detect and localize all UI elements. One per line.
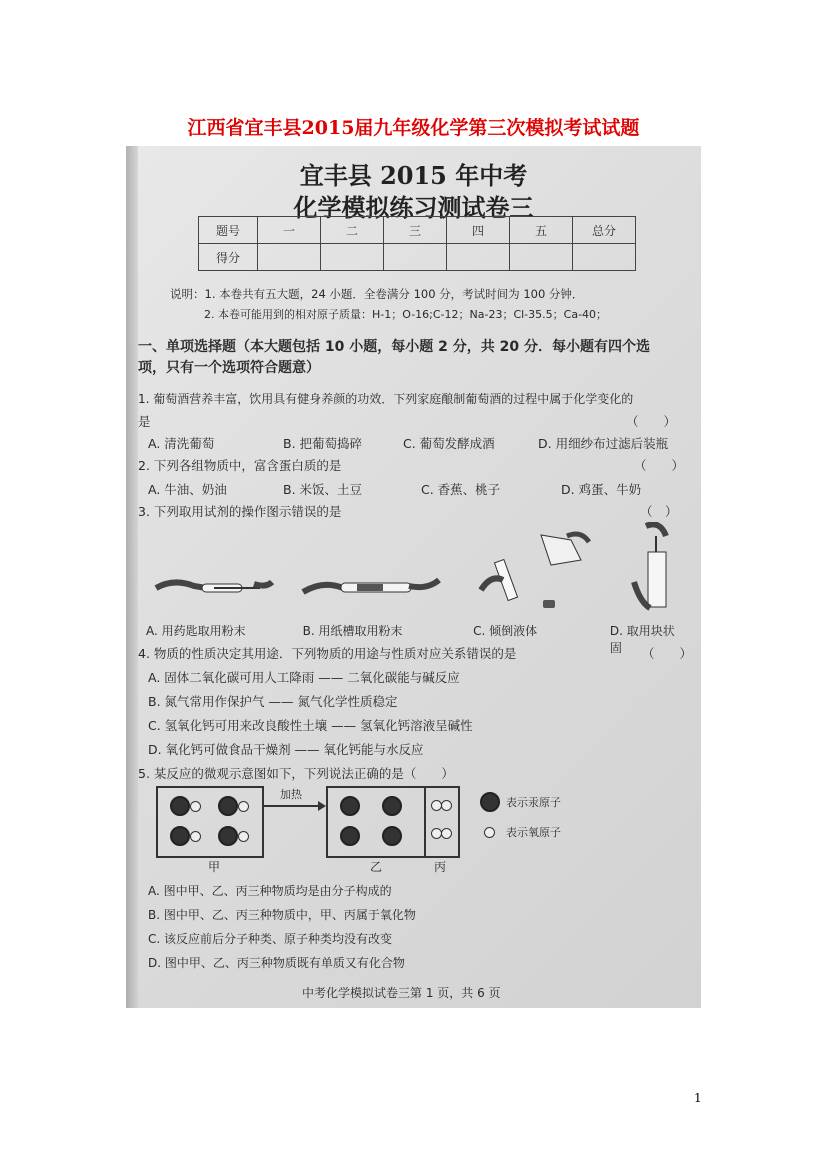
q4-answer-paren: （ ） xyxy=(642,646,693,661)
q1-answer-paren: （ ） xyxy=(626,414,677,429)
mercury-atom xyxy=(170,826,190,846)
q5-option-d: D. 图中甲、乙、丙三种物质既有单质又有化合物 xyxy=(148,956,405,970)
exam-paper-photo xyxy=(126,146,701,1008)
legend-oxygen-atom xyxy=(484,827,495,838)
oxygen-atom xyxy=(190,831,201,842)
paper-title-line2: 化学模拟练习测试卷三 xyxy=(293,193,534,222)
score-header-cell: 二 xyxy=(321,217,384,244)
q3-figure-b-paper-trough xyxy=(301,558,441,618)
mercury-atom xyxy=(218,826,238,846)
q5-box-yi xyxy=(326,786,426,858)
paper-footer: 中考化学模拟试卷三第 1 页，共 6 页 xyxy=(302,986,501,1000)
q2-option-a: A. 牛油、奶油 xyxy=(148,482,227,497)
mercury-atom xyxy=(382,826,402,846)
legend-mercury-atom xyxy=(480,792,500,812)
legend-mercury-text: 表示汞原子 xyxy=(506,796,561,809)
mercury-atom xyxy=(340,796,360,816)
score-header-cell: 总分 xyxy=(573,217,636,244)
page-number: 1 xyxy=(694,1091,702,1105)
score-blank-cell xyxy=(510,244,573,271)
score-header-cell: 三 xyxy=(384,217,447,244)
note-2: 2. 本卷可能用到的相对原子质量：H-1；O-16;C-12；Na-23；Cl-35.5；Ca-40； xyxy=(204,308,608,321)
q4-option-c: C. 氢氧化钙可用来改良酸性土壤 —— 氢氧化钙溶液呈碱性 xyxy=(148,718,473,733)
q3-figure-c-pour-liquid xyxy=(471,530,591,610)
q5-option-b: B. 图中甲、乙、丙三种物质中，甲、丙属于氧化物 xyxy=(148,908,416,922)
q5-reaction-arrow xyxy=(264,800,326,812)
score-header-cell: 一 xyxy=(258,217,321,244)
oxygen-atom xyxy=(238,801,249,812)
q1-stem-line2: 是 xyxy=(138,414,151,429)
paper-title-line1: 宜丰县 2015 年中考 xyxy=(299,161,528,190)
mercury-atom xyxy=(382,796,402,816)
score-blank-cell xyxy=(321,244,384,271)
q5-box-jia xyxy=(156,786,264,858)
q4-option-d: D. 氧化钙可做食品干燥剂 —— 氧化钙能与水反应 xyxy=(148,742,424,757)
q5-option-a: A. 图中甲、乙、丙三种物质均是由分子构成的 xyxy=(148,884,392,898)
q3-answer-paren: （ ） xyxy=(640,504,678,519)
score-blank-cell xyxy=(447,244,510,271)
q4-option-b: B. 氮气常用作保护气 —— 氮气化学性质稳定 xyxy=(148,694,398,709)
q3-option-a: A. 用药匙取用粉末 xyxy=(146,624,246,638)
section1-heading-line2: 项，只有一个选项符合题意） xyxy=(138,360,320,376)
q2-stem: 2. 下列各组物质中，富含蛋白质的是 xyxy=(138,458,342,473)
oxygen-atom xyxy=(441,800,452,811)
oxygen-atom xyxy=(238,831,249,842)
q1-stem-line1: 1. 葡萄酒营养丰富，饮用具有健身养颜的功效．下列家庭酿制葡萄酒的过程中属于化学变化的 xyxy=(138,392,634,406)
q5-label-jia: 甲 xyxy=(208,860,221,874)
q1-option-c: C. 葡萄发酵成酒 xyxy=(403,436,495,451)
score-blank-cell xyxy=(384,244,447,271)
q5-label-bing: 丙 xyxy=(434,860,447,874)
score-table-header-row xyxy=(199,217,636,244)
q1-option-d: D. 用细纱布过滤后装瓶 xyxy=(538,436,669,451)
q3-figure-d-block-solid xyxy=(626,522,686,617)
document-title: 江西省宜丰县2015届九年级化学第三次模拟考试试题 xyxy=(187,117,640,139)
q5-option-c: C. 该反应前后分子种类、原子种类均没有改变 xyxy=(148,932,393,946)
score-header-cell: 题号 xyxy=(199,217,258,244)
score-header-cell: 四 xyxy=(447,217,510,244)
q3-option-b: B. 用纸槽取用粉末 xyxy=(302,624,403,638)
score-table-score-row xyxy=(199,244,636,271)
q3-stem: 3. 下列取用试剂的操作图示错误的是 xyxy=(138,504,342,519)
score-blank-cell xyxy=(573,244,636,271)
q5-arrow-label: 加热 xyxy=(280,788,302,801)
q2-option-d: D. 鸡蛋、牛奶 xyxy=(561,482,642,497)
oxygen-atom xyxy=(441,828,452,839)
section1-heading-line1: 一、单项选择题（本大题包括 10 小题，每小题 2 分，共 20 分．每小题有四个选 xyxy=(138,339,650,355)
score-blank-cell xyxy=(258,244,321,271)
q2-answer-paren: （ ） xyxy=(634,458,685,473)
score-row-label: 得分 xyxy=(199,244,258,271)
score-header-cell: 五 xyxy=(510,217,573,244)
q4-option-a: A. 固体二氧化碳可用人工降雨 —— 二氧化碳能与碱反应 xyxy=(148,670,460,685)
photo-edge-shadow xyxy=(126,146,138,1008)
q3-figure-a-spoon xyxy=(154,558,274,618)
q2-options xyxy=(148,480,688,498)
q2-option-b: B. 米饭、土豆 xyxy=(283,482,363,497)
q1-option-b: B. 把葡萄捣碎 xyxy=(283,436,363,451)
q1-options xyxy=(148,434,688,452)
q1-option-a: A. 清洗葡萄 xyxy=(148,436,215,451)
q4-stem: 4. 物质的性质决定其用途．下列物质的用途与性质对应关系错误的是 xyxy=(138,646,517,661)
score-table xyxy=(198,216,636,271)
q5-box-bing xyxy=(424,786,460,858)
mercury-atom xyxy=(340,826,360,846)
oxygen-atom xyxy=(190,801,201,812)
note-1: 说明：1. 本卷共有五大题，24 小题．全卷满分 100 分，考试时间为 100 分钟． xyxy=(170,287,584,301)
mercury-atom xyxy=(218,796,238,816)
q5-label-yi: 乙 xyxy=(370,860,383,874)
mercury-atom xyxy=(170,796,190,816)
q3-option-d: D. 取用块状固 xyxy=(609,624,675,655)
q5-stem: 5. 某反应的微观示意图如下，下列说法正确的是（ ） xyxy=(138,766,454,781)
q2-option-c: C. 香蕉、桃子 xyxy=(421,482,501,497)
q3-option-c: C. 倾倒液体 xyxy=(473,624,538,638)
legend-oxygen-text: 表示氧原子 xyxy=(506,826,561,839)
